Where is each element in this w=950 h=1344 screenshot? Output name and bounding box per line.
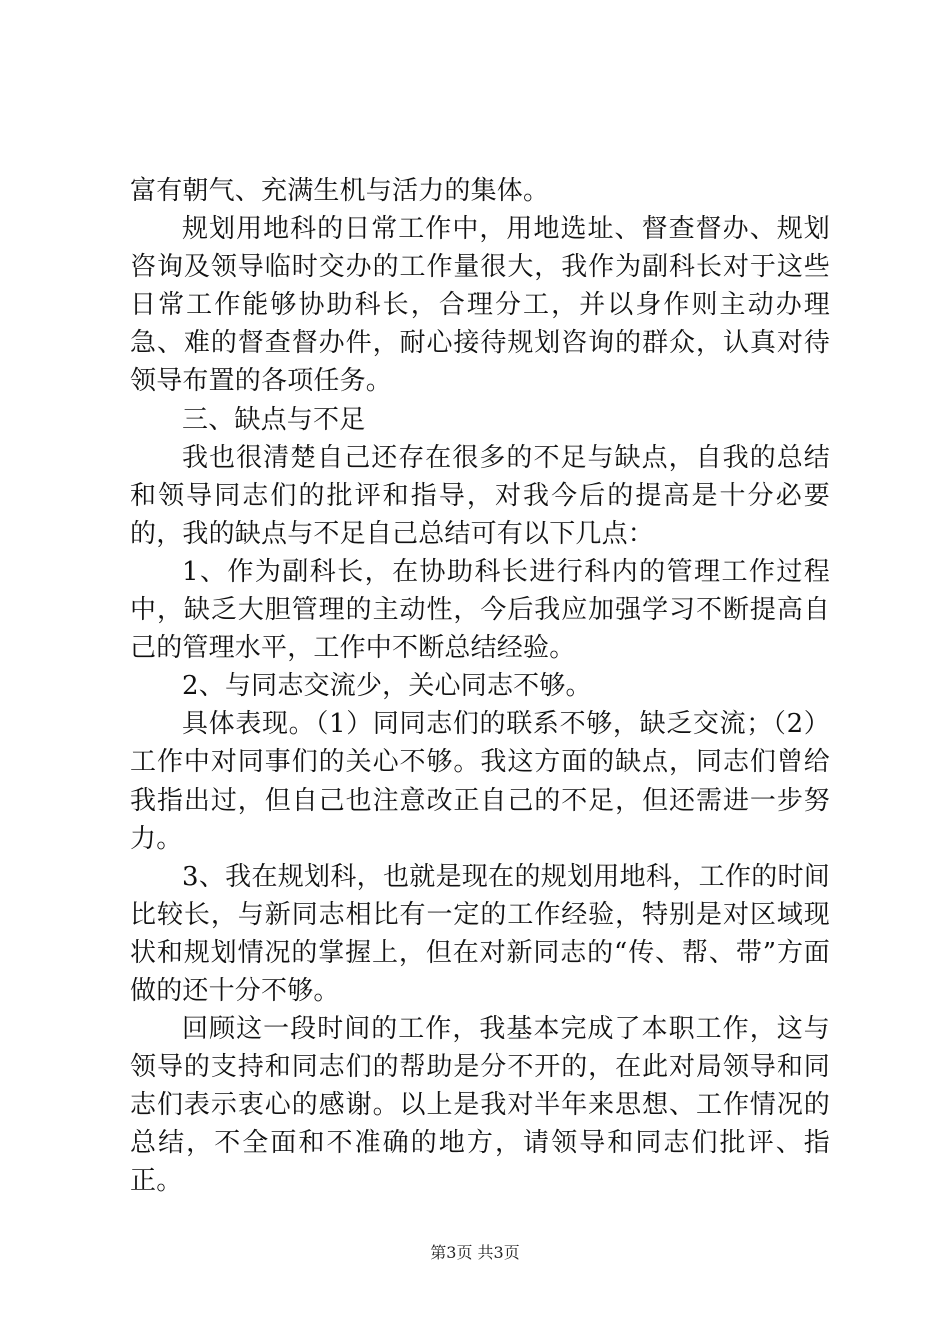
paragraph-self-assessment: 我也很清楚自己还存在很多的不足与缺点，自我的总结和领导同志们的批评和指导，对我今后的提高是十分必要的，我的缺点与不足自己总结可有以下几点： bbox=[130, 442, 830, 549]
section-heading-shortcomings: 三、缺点与不足 bbox=[182, 404, 366, 435]
list-item-2: 2、与同志交流少，关心同志不够。 bbox=[182, 671, 592, 702]
list-item-1: 1、作为副科长，在协助科长进行科内的管理工作过程中，缺乏大胆管理的主动性，今后我应加强学习不断提高自己的管理水平，工作中不断总结经验。 bbox=[130, 556, 830, 664]
paragraph-specifics: 具体表现。（1）同同志们的联系不够，缺乏交流；（2）工作中对同事们的关心不够。我这方面的缺点，同志们曾给我指出过，但自己也注意改正自己的不足，但还需进一步努力。 bbox=[130, 709, 830, 854]
paragraph-daily-work: 规划用地科的日常工作中，用地选址、督查督办、规划咨询及领导临时交办的工作量很大，我作为副科长对于这些日常工作能够协助科长，合理分工，并以身作则主动办理急、难的督查督办件，耐心接待规划咨询的群众，认真对待领导布置的各项任务。 bbox=[130, 214, 830, 397]
page-footer: 第3页 共3页 bbox=[430, 1243, 520, 1262]
paragraph-conclusion: 回顾这一段时间的工作，我基本完成了本职工作，这与领导的支持和同志们的帮助是分不开的，在此对局领导和同志们表示衷心的感谢。以上是我对半年来思想、工作情况的总结，不全面和不准确的地方，请领导和同志们批评、指正。 bbox=[130, 1014, 830, 1197]
document-body bbox=[130, 172, 830, 1201]
paragraph-continuation: 富有朝气、充满生机与活力的集体。 bbox=[130, 176, 550, 206]
list-item-3: 3、我在规划科，也就是现在的规划用地科，工作的时间比较长，与新同志相比有一定的工作经验，特别是对区域现状和规划情况的掌握上，但在对新同志的“传、帮、带”方面做的还十分不够。 bbox=[130, 861, 830, 1006]
